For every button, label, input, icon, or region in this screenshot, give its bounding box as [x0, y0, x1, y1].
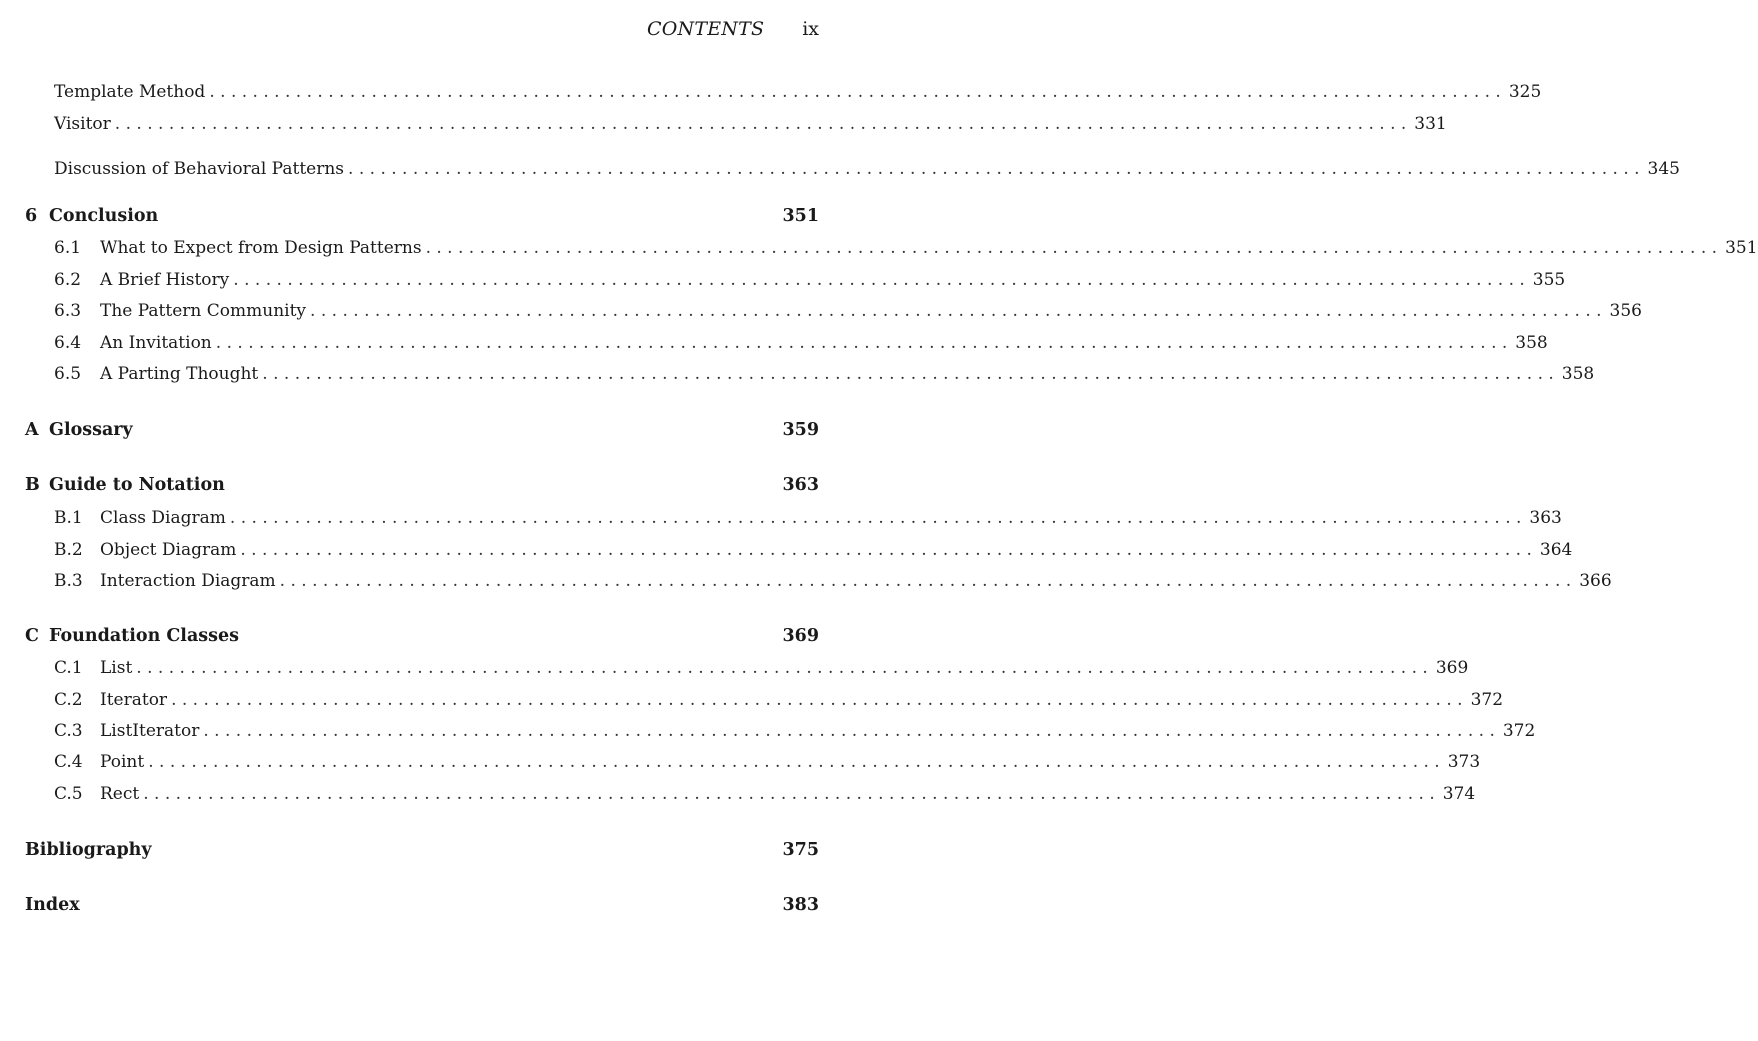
toc-section-number: 6.1 [54, 238, 82, 258]
toc-entry-page: 366 [1579, 571, 1612, 591]
toc-chapter-title: Bibliography [25, 840, 152, 860]
toc-chapter-number: 6 [25, 206, 38, 226]
toc-entry-title: Point [100, 752, 145, 772]
toc-entry-b-1[interactable] [0, 506, 1562, 530]
toc-entry-title: Class Diagram [100, 508, 226, 528]
toc-chapter-glossary[interactable] [0, 418, 819, 442]
toc-entry-page: 372 [1470, 690, 1504, 710]
toc-entry-template-method[interactable] [0, 80, 1542, 104]
dot-leader: . . . . . . . . . . . . . . . . . . . . . . . . . . . . . . . . . . . . . . . . . . . . . . . . . . . . . . . . . . . . . . . . . . . . . . . . . . . . . . . . . . . . . . . . . . . . . . . . . . . . . . . . . . . . . . . . . . . . . . . . [348, 159, 1640, 179]
toc-chapter-title: Conclusion [49, 206, 159, 226]
toc-section-number: C.1 [54, 658, 83, 678]
toc-chapter-page: 369 [782, 626, 819, 646]
toc-entry-title: ListIterator [100, 721, 200, 741]
dot-leader: . . . . . . . . . . . . . . . . . . . . . . . . . . . . . . . . . . . . . . . . . . . . . . . . . . . . . . . . . . . . . . . . . . . . . . . . . . . . . . . . . . . . . . . . . . . . . . . . . . . . . . . . . . . . . . . . . . . . . . . . [203, 721, 1495, 741]
dot-leader: . . . . . . . . . . . . . . . . . . . . . . . . . . . . . . . . . . . . . . . . . . . . . . . . . . . . . . . . . . . . . . . . . . . . . . . . . . . . . . . . . . . . . . . . . . . . . . . . . . . . . . . . . . . . . . . . . . . . . . . . [262, 364, 1554, 384]
toc-entry-c-2[interactable] [0, 688, 1504, 712]
dot-leader: . . . . . . . . . . . . . . . . . . . . . . . . . . . . . . . . . . . . . . . . . . . . . . . . . . . . . . . . . . . . . . . . . . . . . . . . . . . . . . . . . . . . . . . . . . . . . . . . . . . . . . . . . . . . . . . . . . . . . . . . [425, 238, 1718, 258]
dot-leader: . . . . . . . . . . . . . . . . . . . . . . . . . . . . . . . . . . . . . . . . . . . . . . . . . . . . . . . . . . . . . . . . . . . . . . . . . . . . . . . . . . . . . . . . . . . . . . . . . . . . . . . . . . . . . . . . . . . . . . . . [171, 690, 1463, 710]
toc-entry-title: An Invitation [100, 333, 212, 353]
toc-entry-title: List [100, 658, 133, 678]
toc-chapter-page: 359 [782, 420, 819, 440]
dot-leader: . . . . . . . . . . . . . . . . . . . . . . . . . . . . . . . . . . . . . . . . . . . . . . . . . . . . . . . . . . . . . . . . . . . . . . . . . . . . . . . . . . . . . . . . . . . . . . . . . . . . . . . . . . . . . . . . . . . . . . . . [215, 333, 1508, 353]
toc-entry-page: 369 [1435, 658, 1469, 678]
toc-chapter-title: Index [25, 895, 80, 915]
toc-entry-page: 355 [1532, 270, 1566, 290]
toc-entry-6-2[interactable] [0, 268, 1566, 292]
toc-section-number: B.3 [54, 571, 83, 591]
toc-entry-page: 331 [1414, 114, 1447, 134]
toc-entry-title: Discussion of Behavioral Patterns [54, 159, 345, 179]
toc-section-number: C.5 [54, 784, 83, 804]
toc-entry-page: 358 [1515, 333, 1548, 353]
toc-entry-page: 363 [1529, 508, 1562, 528]
running-title: CONTENTS [647, 18, 765, 40]
dot-leader: . . . . . . . . . . . . . . . . . . . . . . . . . . . . . . . . . . . . . . . . . . . . . . . . . . . . . . . . . . . . . . . . . . . . . . . . . . . . . . . . . . . . . . . . . . . . . . . . . . . . . . . . . . . . . . . . . . . . . . . . [229, 508, 1522, 528]
toc-entry-6-4[interactable] [0, 331, 1548, 355]
toc-section-number: C.2 [54, 690, 83, 710]
toc-entry-c-4[interactable] [0, 750, 1481, 774]
toc-entry-title: Object Diagram [100, 540, 237, 560]
toc-chapter-number: A [25, 420, 39, 440]
toc-entry-title: Rect [100, 784, 140, 804]
toc-entry-b-3[interactable] [0, 569, 1612, 593]
toc-entry-title: Template Method [54, 82, 206, 102]
toc-entry-page: 374 [1442, 784, 1476, 804]
toc-section-number: 6.2 [54, 270, 82, 290]
dot-leader: . . . . . . . . . . . . . . . . . . . . . . . . . . . . . . . . . . . . . . . . . . . . . . . . . . . . . . . . . . . . . . . . . . . . . . . . . . . . . . . . . . . . . . . . . . . . . . . . . . . . . . . . . . . . . . . . . . . . . . . . [310, 301, 1602, 321]
toc-entry-title: A Parting Thought [100, 364, 259, 384]
toc-chapter-foundation-classes[interactable] [0, 624, 819, 648]
toc-entry-page: 358 [1561, 364, 1595, 384]
toc-entry-title: Visitor [54, 114, 111, 134]
toc-chapter-page: 363 [782, 475, 819, 495]
dot-leader: . . . . . . . . . . . . . . . . . . . . . . . . . . . . . . . . . . . . . . . . . . . . . . . . . . . . . . . . . . . . . . . . . . . . . . . . . . . . . . . . . . . . . . . . . . . . . . . . . . . . . . . . . . . . . . . . . . . . . . . . [136, 658, 1428, 678]
toc-chapter-title: Guide to Notation [49, 475, 225, 495]
dot-leader: . . . . . . . . . . . . . . . . . . . . . . . . . . . . . . . . . . . . . . . . . . . . . . . . . . . . . . . . . . . . . . . . . . . . . . . . . . . . . . . . . . . . . . . . . . . . . . . . . . . . . . . . . . . . . . . . . . . . . . . . [279, 571, 1572, 591]
toc-entry-discussion[interactable] [0, 157, 1680, 181]
toc-entry-title: Interaction Diagram [100, 571, 276, 591]
dot-leader: . . . . . . . . . . . . . . . . . . . . . . . . . . . . . . . . . . . . . . . . . . . . . . . . . . . . . . . . . . . . . . . . . . . . . . . . . . . . . . . . . . . . . . . . . . . . . . . . . . . . . . . . . . . . . . . . . . . . . . . . [114, 114, 1407, 134]
toc-entry-page: 325 [1508, 82, 1542, 102]
dot-leader: . . . . . . . . . . . . . . . . . . . . . . . . . . . . . . . . . . . . . . . . . . . . . . . . . . . . . . . . . . . . . . . . . . . . . . . . . . . . . . . . . . . . . . . . . . . . . . . . . . . . . . . . . . . . . . . . . . . . . . . . [148, 752, 1440, 772]
dot-leader: . . . . . . . . . . . . . . . . . . . . . . . . . . . . . . . . . . . . . . . . . . . . . . . . . . . . . . . . . . . . . . . . . . . . . . . . . . . . . . . . . . . . . . . . . . . . . . . . . . . . . . . . . . . . . . . . . . . . . . . . [240, 540, 1532, 560]
toc-chapter-page: 375 [782, 840, 819, 860]
toc-entry-b-2[interactable] [0, 538, 1573, 562]
toc-entry-page: 372 [1502, 721, 1536, 741]
toc-section-number: 6.3 [54, 301, 82, 321]
toc-chapter-title: Glossary [49, 420, 133, 440]
toc-entry-title: A Brief History [100, 270, 230, 290]
toc-section-number: B.1 [54, 508, 83, 528]
toc-entry-6-3[interactable] [0, 299, 1642, 323]
toc-chapter-guide-to-notation[interactable] [0, 473, 819, 497]
toc-entry-page: 364 [1539, 540, 1573, 560]
toc-chapter-conclusion[interactable] [0, 204, 819, 228]
dot-leader: . . . . . . . . . . . . . . . . . . . . . . . . . . . . . . . . . . . . . . . . . . . . . . . . . . . . . . . . . . . . . . . . . . . . . . . . . . . . . . . . . . . . . . . . . . . . . . . . . . . . . . . . . . . . . . . . . . . . . . . . [209, 82, 1501, 102]
toc-entry-page: 351 [1725, 238, 1758, 258]
toc-section-number: 6.4 [54, 333, 82, 353]
dot-leader: . . . . . . . . . . . . . . . . . . . . . . . . . . . . . . . . . . . . . . . . . . . . . . . . . . . . . . . . . . . . . . . . . . . . . . . . . . . . . . . . . . . . . . . . . . . . . . . . . . . . . . . . . . . . . . . . . . . . . . . . [143, 784, 1435, 804]
dot-leader: . . . . . . . . . . . . . . . . . . . . . . . . . . . . . . . . . . . . . . . . . . . . . . . . . . . . . . . . . . . . . . . . . . . . . . . . . . . . . . . . . . . . . . . . . . . . . . . . . . . . . . . . . . . . . . . . . . . . . . . . [233, 270, 1525, 290]
toc-chapter-page: 383 [782, 895, 819, 915]
toc-entry-title: The Pattern Community [100, 301, 307, 321]
toc-chapter-index[interactable] [0, 893, 819, 917]
toc-entry-page: 356 [1609, 301, 1642, 321]
toc-entry-title: What to Expect from Design Patterns [100, 238, 422, 258]
toc-entry-6-5[interactable] [0, 362, 1595, 386]
toc-entry-6-1[interactable] [0, 236, 1758, 260]
page-number: ix [802, 18, 819, 40]
toc-section-number: C.4 [54, 752, 83, 772]
toc-entry-page: 373 [1447, 752, 1481, 772]
toc-entry-visitor[interactable] [0, 112, 1447, 136]
toc-entry-title: Iterator [100, 690, 168, 710]
toc-entry-c-3[interactable] [0, 719, 1536, 743]
toc-section-number: 6.5 [54, 364, 82, 384]
toc-section-number: C.3 [54, 721, 83, 741]
toc-chapter-page: 351 [782, 206, 819, 226]
toc-entry-c-1[interactable] [0, 656, 1469, 680]
toc-chapter-number: C [25, 626, 39, 646]
toc-entry-c-5[interactable] [0, 782, 1476, 806]
toc-section-number: B.2 [54, 540, 83, 560]
toc-entry-page: 345 [1647, 159, 1680, 179]
running-header [647, 18, 819, 40]
toc-chapter-bibliography[interactable] [0, 838, 819, 862]
toc-chapter-number: B [25, 475, 40, 495]
toc-chapter-title: Foundation Classes [49, 626, 239, 646]
